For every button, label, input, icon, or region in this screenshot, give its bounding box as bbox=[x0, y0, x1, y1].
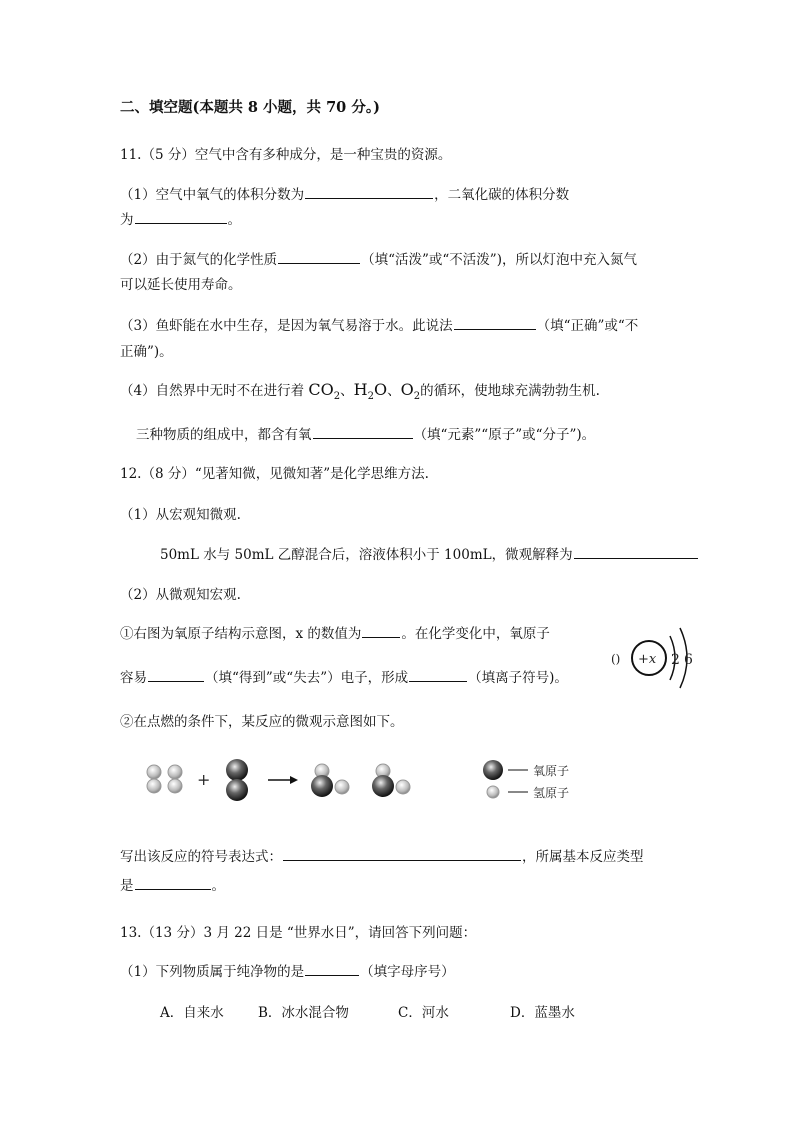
reaction-micro-diagram bbox=[130, 750, 610, 810]
q12-intro: 12.（8 分）“见著知微，见微知著”是化学思维方法. bbox=[120, 466, 429, 482]
q11-blank-oxygen-composition[interactable] bbox=[313, 424, 413, 439]
q13-s1-text-b: （填字母序号） bbox=[360, 964, 455, 980]
q11-p1-text-b: ，二氧化碳的体积分数 bbox=[434, 187, 570, 203]
legend-oxygen-symbol bbox=[483, 760, 503, 780]
q11-p4-text-b: 的循环，使地球充满勃勃生机. bbox=[420, 383, 600, 399]
q12-section2-title: （2）从微观知宏观. bbox=[120, 587, 241, 603]
q11-part2-line1 bbox=[120, 248, 637, 268]
plus-sign: + bbox=[197, 770, 211, 789]
formula-h2o: $H_2O$ bbox=[353, 380, 388, 403]
q11-blank-oxygen-fraction[interactable] bbox=[305, 184, 433, 199]
q11-part4-line1 bbox=[120, 379, 600, 402]
q11-intro: 11.（5 分）空气中含有多种成分，是一种宝贵的资源。 bbox=[120, 147, 452, 163]
q12-w2-text: ，所属基本反应类型 bbox=[522, 849, 644, 865]
q12-c1-text-a: ①右图为氧原子结构示意图，x 的数值为 bbox=[120, 626, 362, 642]
q12-c2-text-b: （填“得到”或“失去”）电子，形成 bbox=[205, 670, 409, 686]
electron-shell-2-count: 6 bbox=[684, 652, 693, 668]
q11-p4-text-c: 三种物质的组成中，都含有氧 bbox=[136, 427, 312, 443]
q13-option-a[interactable]: A．自来水 bbox=[160, 1005, 224, 1021]
oxygen-atom-structure-diagram bbox=[600, 620, 710, 695]
q12-blank-ion-symbol[interactable] bbox=[409, 667, 467, 682]
atom-label-left: () bbox=[611, 652, 621, 666]
q12-c2-text-a: 容易 bbox=[120, 670, 147, 686]
hydrogen-molecules bbox=[147, 765, 182, 793]
section-title: 二、填空题(本题共 8 小题，共 70 分。) bbox=[120, 99, 380, 116]
q13-blank-pure-substance[interactable] bbox=[305, 961, 359, 976]
q11-p3-text-b: （填“正确”或“不 bbox=[536, 318, 639, 334]
reaction-arrow bbox=[268, 776, 298, 784]
q13-options bbox=[160, 1001, 575, 1021]
q13-section1-line bbox=[120, 960, 455, 980]
q11-p2-text-c: 可以延长使用寿命。 bbox=[120, 277, 242, 293]
q12-equation-line2 bbox=[120, 874, 225, 894]
formula-o2: $O_2$ bbox=[400, 380, 421, 403]
electron-shell-1-count: 2 bbox=[671, 652, 680, 668]
q12-atom-line1 bbox=[120, 622, 550, 642]
q12-equation-line1 bbox=[120, 845, 644, 865]
q11-p3-text-c: 正确”)。 bbox=[120, 344, 173, 360]
q13-option-d[interactable]: D．蓝墨水 bbox=[510, 1005, 575, 1021]
q11-part1-line1 bbox=[120, 183, 569, 203]
q12-w4-text: 。 bbox=[211, 878, 225, 894]
separator: 、 bbox=[340, 383, 354, 399]
q12-section1-line bbox=[160, 543, 699, 563]
q11-p3-text-a: （3）鱼虾能在水中生存，是因为氧气易溶于水。此说法 bbox=[120, 318, 453, 334]
q12-w1-text: 写出该反应的符号表达式： bbox=[120, 849, 282, 865]
q11-blank-statement-judgement[interactable] bbox=[454, 315, 536, 330]
q11-p1-text-d: 。 bbox=[227, 212, 241, 228]
q11-part3-line1 bbox=[120, 314, 638, 334]
oxygen-molecule bbox=[226, 759, 248, 801]
q12-s1-text: 50mL 水与 50mL 乙醇混合后，溶液体积小于 100mL，微观解释为 bbox=[160, 547, 573, 563]
q12-blank-equation[interactable] bbox=[283, 846, 521, 861]
q12-c1-text-b: 。在化学变化中，氧原子 bbox=[401, 626, 550, 642]
water-molecule-1 bbox=[311, 764, 349, 797]
q11-p2-text-a: （2）由于氮气的化学性质 bbox=[120, 252, 278, 268]
q12-blank-x-value[interactable] bbox=[362, 623, 400, 638]
q13-option-c[interactable]: C．河水 bbox=[398, 1005, 449, 1021]
legend-oxygen-label: 氧原子 bbox=[533, 764, 570, 778]
q12-atom-line2 bbox=[120, 666, 568, 686]
q12-w3-text: 是 bbox=[120, 878, 134, 894]
q12-reaction-intro: ②在点燃的条件下，某反应的微观示意图如下。 bbox=[120, 714, 404, 730]
q11-p4-text-d: （填“元素”“原子”或“分子”)。 bbox=[413, 427, 596, 443]
q11-p1-text-c: 为 bbox=[120, 212, 134, 228]
water-molecule-2 bbox=[372, 764, 410, 797]
q11-p4-text-a: （4）自然界中无时不在进行着 bbox=[120, 383, 305, 399]
atom-nucleus-charge: +x bbox=[638, 652, 657, 667]
formula-co2: $CO_2$ bbox=[308, 380, 341, 403]
q12-c2-text-c: （填离子符号)。 bbox=[468, 670, 568, 686]
q12-blank-gain-lose[interactable] bbox=[148, 667, 204, 682]
q11-p2-text-b: （填“活泼”或“不活泼”)，所以灯泡中充入氮气 bbox=[361, 252, 637, 268]
separator: 、 bbox=[387, 383, 401, 399]
q11-blank-co2-fraction[interactable] bbox=[135, 209, 227, 224]
q13-option-b[interactable]: B．冰水混合物 bbox=[258, 1005, 349, 1021]
q11-part1-line2 bbox=[120, 208, 241, 228]
diagram-legend bbox=[483, 760, 569, 800]
q12-blank-reaction-type[interactable] bbox=[135, 875, 211, 890]
q11-p1-text-a: （1）空气中氧气的体积分数为 bbox=[120, 187, 305, 203]
legend-hydrogen-label: 氢原子 bbox=[533, 786, 570, 800]
q13-intro: 13.（13 分）3 月 22 日是 “世界水日”，请回答下列问题： bbox=[120, 925, 477, 941]
q12-blank-micro-explanation[interactable] bbox=[574, 544, 698, 559]
q12-section1-title: （1）从宏观知微观. bbox=[120, 507, 241, 523]
q13-s1-text-a: （1）下列物质属于纯净物的是 bbox=[120, 964, 305, 980]
q11-part4-line2 bbox=[136, 423, 595, 443]
legend-hydrogen-symbol bbox=[487, 786, 499, 798]
q11-blank-nitrogen-property[interactable] bbox=[278, 249, 360, 264]
